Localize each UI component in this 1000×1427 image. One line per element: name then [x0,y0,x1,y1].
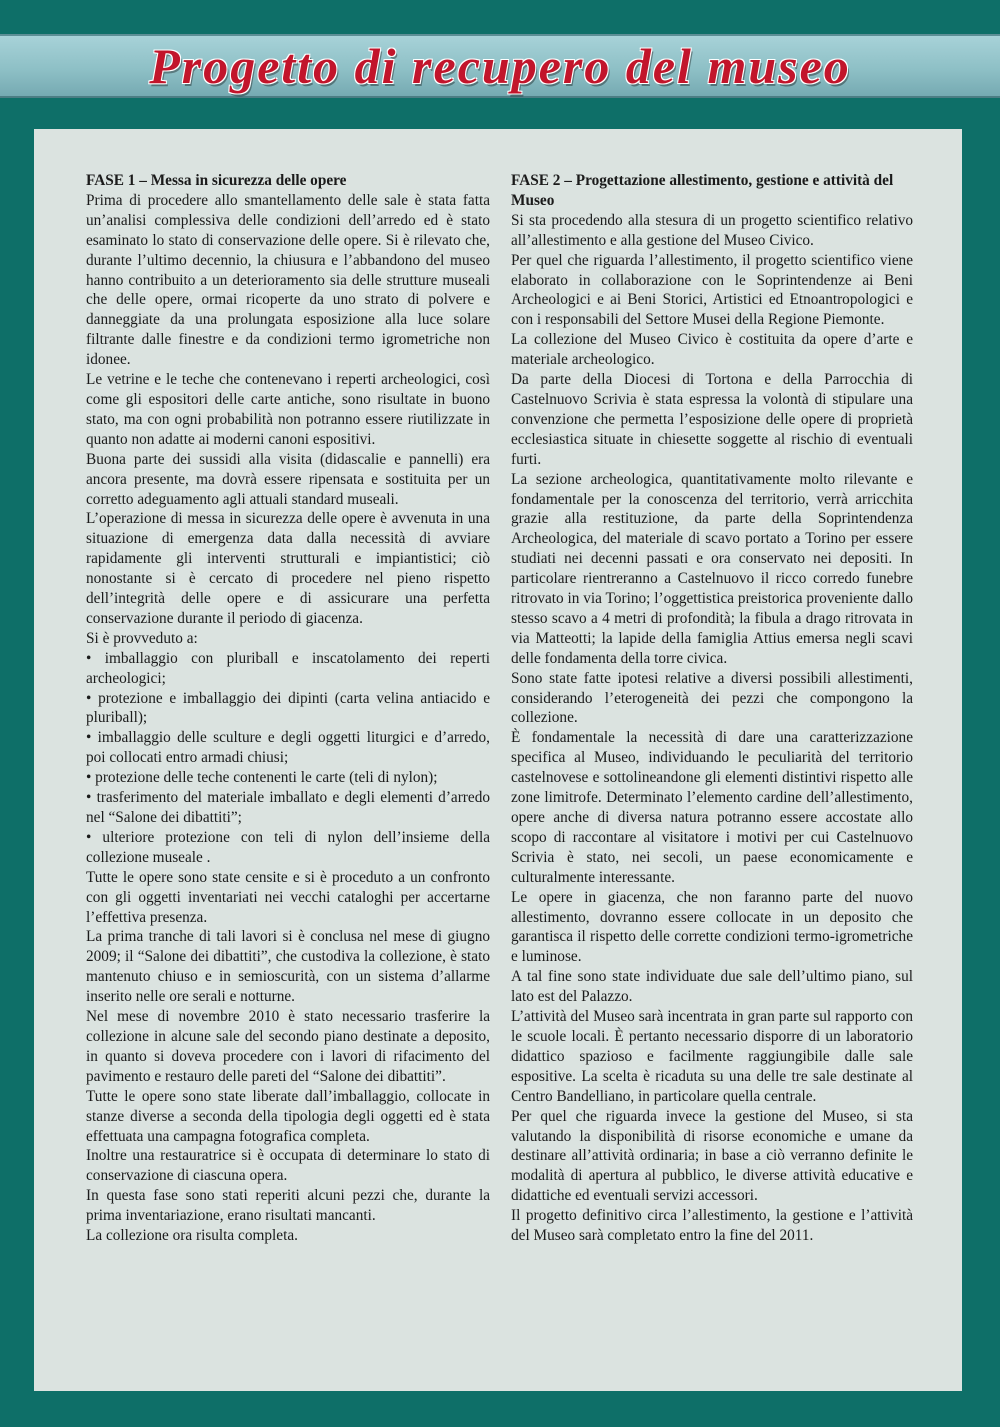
paragraph: Per quel che riguarda invece la gestione del Museo, si sta valutando la disponibilità di risorse economiche e umane da destinare all’attività ordinaria; in base a ciò verranno definite le modalità di apertura al pubblico, le diverse attività educative e didattiche ed eventuali servizi accessori. [511,1107,913,1205]
left-column [86,171,490,1246]
paragraph: Il progetto definitivo circa l’allestimento, la gestione e l’attività del Museo sarà completato entro la fine del 2011. [511,1207,913,1245]
paragraph: Tutte le opere sono state liberate dall’imballaggio, collocate in stanze diverse a seconda della tipologia degli oggetti ed è stata effettuata una campagna fotografica completa. [86,1087,490,1145]
paragraph: La sezione archeologica, quantitativamente molto rilevante e fondamentale per la conoscenza del territorio, verrà arricchita grazie alla restituzione, da parte della Soprintendenza Archeologica, del materiale di scavo portato a Torino per essere studiati nei decenni passati e ora conservato nei depositi. In particolare rientreranno a Castelnuovo il ricco corredo funebre ritrovato in via Torino; l’oggettistica preistorica proveniente dallo stesso scavo a 4 metri di profondità; la fibula a drago ritrovata in via Matteotti; la lapide della famiglia Attius emersa negli scavi delle fondamenta della torre civica. [511,470,913,667]
content-panel [34,129,962,1391]
paragraph: Inoltre una restauratrice si è occupata di determinare lo stato di conservazione di ciascuna opera. [86,1147,490,1185]
paragraph: Per quel che riguarda l’allestimento, il progetto scientifico viene elaborato in collaborazione con le Soprintendenze ai Beni Archeologici e ai Beni Storici, Artistici ed Etnoantropologici e con i responsabili del Settore Musei della Regione Piemonte. [511,251,913,329]
bullet-item: • trasferimento del materiale imballato e degli elementi d’arredo nel “Salone dei dibattiti”; [86,789,490,826]
paragraph: Nel mese di novembre 2010 è stato necessario trasferire la collezione in alcune sale del secondo piano destinate a deposito, in quanto si doveva procedere con i lavori di rifacimento del pavimento e restauro delle pareti del “Salone dei dibattiti”. [86,1008,490,1085]
paragraph: Prima di procedere allo smantellamento delle sale è stata fatta un’analisi complessiva delle condizioni dell’arredo ed è stato esaminato lo stato di conservazione delle opere. Si è rilevato che, durante l’ultimo decennio, la chiusura e l’abbandono del museo hanno contribuito a un deterioramento sia delle strutture museali che delle opere, ormai ricoperte da uno strato di polvere e danneggiate da una prolungata esposizione alla luce solare filtrante dalle finestre e da condizioni termo igrometriche non idonee. [86,191,490,369]
bullet-item: • protezione e imballaggio dei dipinti (carta velina antiacido e pluriball); [86,689,490,727]
right-column [511,171,913,1246]
bullet-item: • imballaggio delle sculture e degli oggetti liturgici e d’arredo, poi collocati entro armadi chiusi; [86,729,490,767]
paragraph: L’operazione di messa in sicurezza delle opere è avvenuta in una situazione di emergenza data dalla necessità di avviare rapidamente gli interventi strutturali e impiantistici; ciò nonostante si è cercato di procedere nel pieno rispetto dell’integrità delle opere e di assicurare una perfetta conservazione durante il periodo di giacenza. [86,510,490,627]
paragraph: Le vetrine e le teche che contenevano i reperti archeologici, così come gli espositori delle carte antiche, sono risultate in buono stato, ma con ogni probabilità non potranno essere riutilizzate in quanto non adatte ai moderni canoni espositivi. [86,371,490,448]
paragraph: A tal fine sono state individuate due sale dell’ultimo piano, sul lato est del Palazzo. [511,968,913,1006]
bullet-item: • protezione delle teche contenenti le carte (teli di nylon); [86,769,438,787]
paragraph: Le opere in giacenza, che non faranno parte del nuovo allestimento, dovranno essere collocate in un deposito che garantisca il rispetto delle corrette condizioni termo-igrometriche e luminose. [511,888,913,966]
paragraph: Si è provveduto a: [86,629,198,647]
paragraph: Da parte della Diocesi di Tortona e della Parrocchia di Castelnuovo Scrivia è stata espressa la volontà di stipulare una convenzione che permetta l’esposizione delle opere di proprietà ecclesiastica situate in chiesette soggette al rischio di eventuali furti. [511,371,913,468]
bullet-item: • imballaggio con pluriball e inscatolamento dei reperti archeologici; [86,649,490,687]
title-banner [0,34,1000,98]
paragraph: L’attività del Museo sarà incentrata in gran parte sul rapporto con le scuole locali. È pertanto necessario disporre di un laboratorio didattico spazioso e facilmente raggiungibile dalle sale espositive. La scelta è ricaduta su una delle tre sale destinate al Centro Bandelliano, in particolare quella centrale. [511,1008,913,1105]
paragraph: Buona parte dei sussidi alla visita (didascalie e pannelli) era ancora presente, ma dovrà essere ripensata e sostituita per un corretto adeguamento agli attuali standard museali. [86,450,490,508]
paragraph: La collezione del Museo Civico è costituita da opere d’arte e materiale archeologico. [511,331,913,369]
paragraph: Tutte le opere sono state censite e si è proceduto a un confronto con gli oggetti inventariati nei vecchi cataloghi per accertarne l’effettiva presenza. [86,868,490,926]
paragraph: In questa fase sono stati reperiti alcuni pezzi che, durante la prima inventariazione, erano risultati mancanti. [86,1187,490,1225]
paragraph: Si sta procedendo alla stesura di un progetto scientifico relativo all’allestimento e alla gestione del Museo Civico. [511,211,913,249]
paragraph: Sono state fatte ipotesi relative a diversi possibili allestimenti, considerando l’eterogeneità dei pezzi che compongono la collezione. [511,669,913,727]
phase-1-heading: FASE 1 – Messa in sicurezza delle opere [86,172,347,189]
paragraph: La prima tranche di tali lavori si è conclusa nel mese di giugno 2009; il “Salone dei dibattiti”, che custodiva la collezione, è stato mantenuto chiuso e in semioscurità, con un sistema d’allarme inserito nelle ore serali e notturne. [86,928,490,1006]
paragraph: È fondamentale la necessità di dare una caratterizzazione specifica al Museo, individuando le peculiarità del territorio castelnovese e sottolineandone gli elementi distintivi rispetto alle zone limitrofe. Determinato l’elemento cardine dell’allestimento, opere anche di diversa natura potranno essere accostate allo scopo di raccontare al visitatore i motivi per cui Castelnuovo Scrivia è stato, nei secoli, un paese economicamente e culturalmente interessante. [511,729,913,886]
bullet-item: • ulteriore protezione con teli di nylon dell’insieme della collezione museale . [86,828,490,866]
page-title: Progetto di recupero del museo [149,38,851,94]
phase-2-heading: FASE 2 – Progettazione allestimento, gestione e attività del Museo [511,172,894,209]
paragraph: La collezione ora risulta completa. [86,1227,298,1245]
